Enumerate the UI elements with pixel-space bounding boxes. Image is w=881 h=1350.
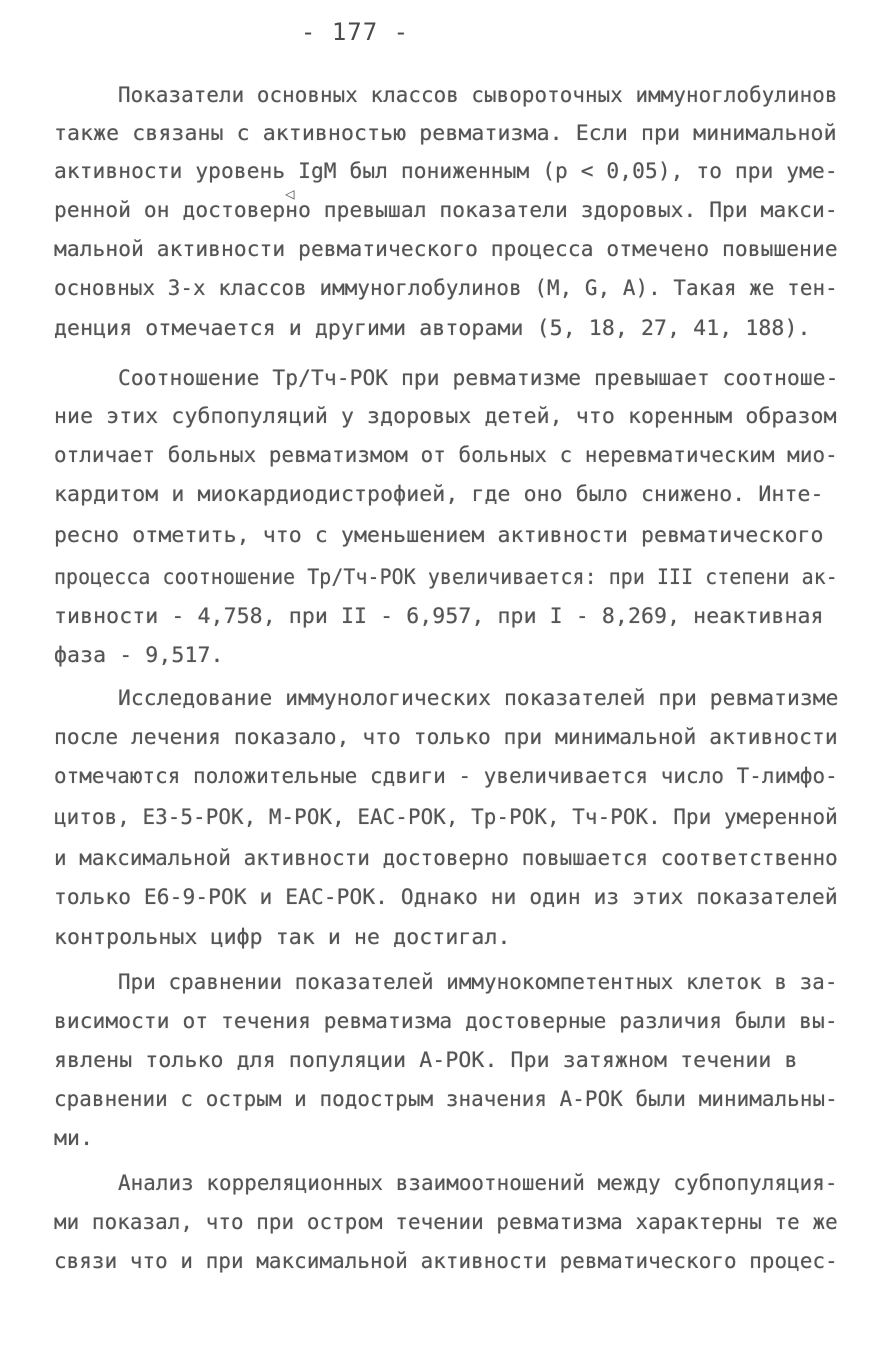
text-line: также связаны с активностью ревматизма. Если при минимальной [54, 121, 837, 146]
text-line: При сравнении показателей иммунокомпетентных клеток в за- [118, 970, 838, 995]
text-line: мальной активности ревматического процесса отмечено повышение [54, 237, 838, 262]
text-line: основных 3-х классов иммуноглобулинов (М, G, А). Такая же тен- [54, 276, 838, 301]
text-line: только Е6-9-РОК и ЕАС-РОК. Однако ни один из этих показателей [54, 885, 838, 910]
text-line: цитов, Е3-5-РОК, М-РОК, ЕАС-РОК, Тр-РОК, Тч-РОК. При умеренной [54, 805, 838, 830]
text-line: контрольных цифр так и не достигал. [54, 925, 511, 950]
text-line: сравнении с острым и подострым значения А-РОК были минимальны- [54, 1087, 838, 1112]
text-line: Соотношение Тр/Тч-РОК при ревматизме превышает соотноше- [118, 366, 839, 391]
text-line: процесса соотношение Тр/Тч-РОК увеличивается: при III степени ак- [54, 565, 838, 590]
text-line: Анализ корреляционных взаимоотношений между субпопуляция- [118, 1171, 838, 1196]
text-line: тивности - 4,758, при II - 6,957, при I - 8,269, неактивная [54, 604, 824, 629]
text-line: Исследование иммунологических показателей при ревматизме [118, 686, 839, 711]
text-line: Показатели основных классов сывороточных иммуноглобулинов [118, 83, 838, 108]
text-line: кардитом и миокардиодистрофией, где оно было снижено. Инте- [54, 482, 824, 507]
text-line: фаза - 9,517. [54, 643, 224, 668]
text-line: активности уровень IgM был пониженным (р < 0,05), то при уме- [54, 159, 838, 184]
text-line: и максимальной активности достоверно повышается соответственно [54, 846, 838, 871]
text-line: после лечения показало, что только при минимальной активности [54, 725, 838, 750]
text-line: отмечаются положительные сдвиги - увеличивается число Т-лимфо- [54, 764, 838, 789]
text-line: ресно отметить, что с уменьшением активности ревматического [54, 523, 824, 548]
handwritten-mark: ◁ [285, 184, 295, 203]
page-number: - 177 - [300, 18, 410, 46]
text-line: связи что и при максимальной активности ревматического процес- [54, 1249, 838, 1274]
text-line: ми. [54, 1126, 94, 1151]
text-line: ние этих субпопуляций у здоровых детей, что коренным образом [54, 404, 837, 429]
text-line: ми показал, что при остром течении ревматизма характерны те же [54, 1210, 838, 1235]
text-line: отличает больных ревматизмом от больных с неревматическим мио- [54, 443, 838, 468]
text-line: висимости от течения ревматизма достоверные различия были вы- [54, 1009, 838, 1034]
text-line: явлены только для популяции А-РОК. При затяжном течении в [54, 1048, 798, 1073]
text-line: ренной он достоверно превышал показатели здоровых. При макси- [54, 198, 838, 223]
text-line: денция отмечается и другими авторами (5, 18, 27, 41, 188). [54, 316, 811, 341]
